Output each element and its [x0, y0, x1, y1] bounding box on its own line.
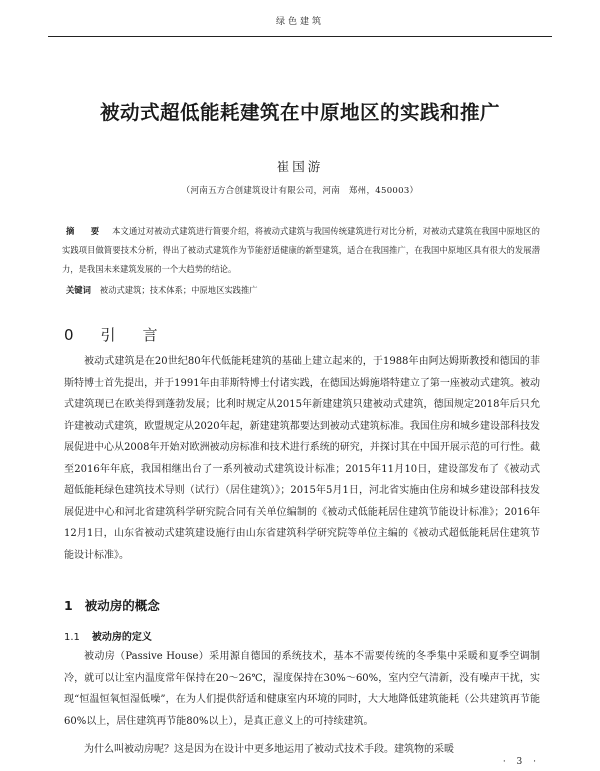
- section-1-1-heading: [64, 628, 152, 643]
- section-1-1-paragraph: 被动房（Passive House）采用源自德国的系统技术，基本不需要传统的冬季集中采暖和夏季空调制冷，就可以让室内温度常年保持在20～26℃，湿度保持在30%～60%，室内空气清新，没有噪声干扰，实现“恒温恒氧恒湿低噪”，在为人们提供舒适和健康室内环境的同时，大大地降低建筑能耗（公共建筑再节能60%以上，居住建筑再节能80%以上），是真正意义上的可持续建筑。: [64, 651, 540, 727]
- article-title: 被动式超低能耗建筑在中原地区的实践和推广: [99, 101, 500, 124]
- abstract: [62, 222, 540, 279]
- section-1-title: 被动房的概念: [84, 598, 160, 613]
- intro-heading: 0 引 言: [64, 326, 164, 344]
- header-rule: [48, 36, 552, 37]
- section-header: 绿色建筑: [275, 17, 324, 27]
- author-name: 崔国游: [276, 159, 324, 174]
- intro-paragraph: 被动式建筑是在20世纪80年代低能耗建筑的基础上建立起来的，于1988年由阿达姆斯教授和德国的菲斯特博士首先提出，并于1991年由菲斯特博士付诸实践，在德国达姆施塔特建立了第一座被动式建筑。被动式建筑现已在欧美得到蓬勃发展；比利时规定从2015年新建建筑只建被动式建筑，德国规定2018年后只允许建被动式建筑，欧盟规定从2020年起，新建建筑都要达到被动式建筑标准。我国住房和城乡建设部科技发展促进中心从2008年开始对欧洲被动房标准和技术进行系统的研究，并探讨其在中国开展示范的可行性。截至2016年年底，我国相继出台了一系列被动式建筑设计标准；2015年11月10日，建设部发布了《被动式超低能耗绿色建筑技术导则（试行）（居住建筑）》；2015年5月1日，河北省实施由住房和城乡建设部科技发展促进中心和河北省建筑科学研究院合同有关单位编制的《被动式低能耗居住建筑节能设计标准》；2016年12月1日，山东省被动式建筑建设施行由山东省建筑科学研究院等单位主编的《被动式超低能耗居住建筑节能设计标准》。: [64, 356, 540, 561]
- abstract-label: 摘 要: [66, 226, 104, 236]
- abstract-text: 本文通过对被动式建筑进行简要介绍，将被动式建筑与我国传统建筑进行对比分析，对被动式建筑在我国中原地区的实践项目做简要技术分析，得出了被动式建筑作为节能舒适健康的新型建筑，适合在我国推广，在我国中原地区具有很大的发展潜力，是我国未来建筑发展的一个大趋势的结论。: [62, 226, 540, 274]
- keywords: [62, 283, 540, 297]
- section-1-1-number: 1.1: [64, 632, 80, 643]
- page-number: · 3 ·: [502, 757, 540, 767]
- section-1-1-paragraph-2: 为什么叫被动房呢？这是因为在设计中更多地运用了被动式技术手段。建筑物的采暖: [84, 744, 454, 755]
- section-1-number: 1: [64, 598, 73, 613]
- keywords-text: 被动式建筑；技术体系；中原地区实践推广: [99, 285, 258, 295]
- author-affiliation: （河南五方合创建筑设计有限公司，河南 郑州，450003）: [181, 186, 419, 196]
- section-1-1-title: 被动房的定义: [91, 632, 152, 643]
- keywords-label: 关键词: [66, 285, 91, 295]
- section-1-heading: [64, 596, 160, 614]
